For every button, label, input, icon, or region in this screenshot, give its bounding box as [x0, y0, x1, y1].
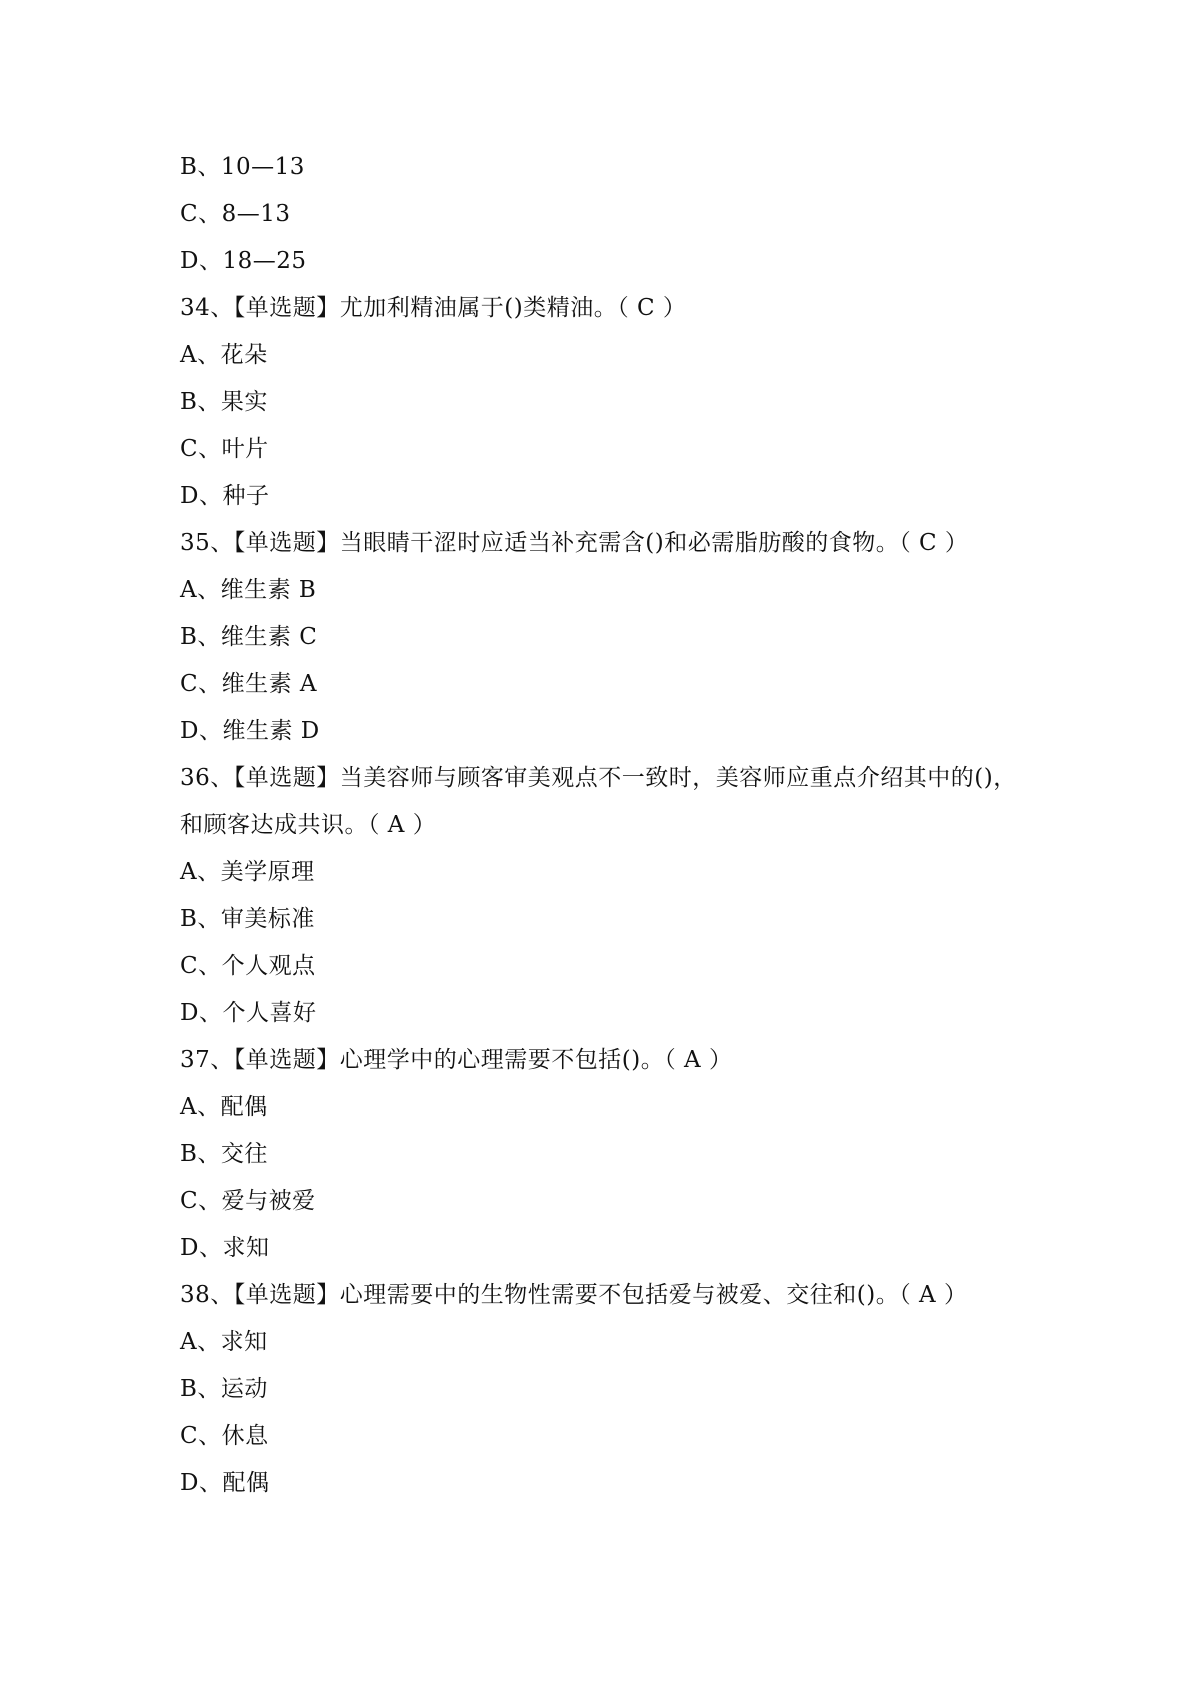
option-line: D、种子: [180, 483, 270, 509]
option-line: A、配偶: [180, 1094, 268, 1120]
question-stem: 34、【单选题】尤加利精油属于()类精油。（ C ）: [180, 295, 687, 321]
option-line: C、8—13: [180, 201, 291, 227]
option-line: B、10—13: [180, 154, 305, 180]
question-stem-continuation: 和顾客达成共识。（ A ）: [180, 812, 437, 838]
option-line: A、花朵: [180, 342, 268, 368]
option-line: C、叶片: [180, 436, 269, 462]
option-line: D、18—25: [180, 248, 307, 274]
option-line: C、个人观点: [180, 953, 316, 979]
option-line: D、维生素 D: [180, 718, 320, 744]
option-line: B、审美标准: [180, 906, 315, 932]
option-line: A、维生素 B: [180, 577, 317, 603]
option-line: D、求知: [180, 1235, 270, 1261]
question-stem: 35、【单选题】当眼睛干涩时应适当补充需含()和必需脂肪酸的食物。（ C ）: [180, 530, 969, 556]
option-line: B、维生素 C: [180, 624, 318, 650]
option-line: C、维生素 A: [180, 671, 318, 697]
option-line: C、爱与被爱: [180, 1188, 316, 1214]
option-line: A、求知: [180, 1329, 268, 1355]
option-line: C、休息: [180, 1423, 269, 1449]
question-stem: 38、【单选题】心理需要中的生物性需要不包括爱与被爱、交往和()。（ A ）: [180, 1282, 968, 1308]
question-stem: 37、【单选题】心理学中的心理需要不包括()。（ A ）: [180, 1047, 733, 1073]
option-line: B、果实: [180, 389, 268, 415]
option-line: D、配偶: [180, 1470, 270, 1496]
option-line: B、交往: [180, 1141, 268, 1167]
question-stem: 36、【单选题】当美容师与顾客审美观点不一致时，美容师应重点介绍其中的()，: [180, 765, 1017, 791]
option-line: A、美学原理: [180, 859, 315, 885]
option-line: B、运动: [180, 1376, 268, 1402]
option-line: D、个人喜好: [180, 1000, 317, 1026]
